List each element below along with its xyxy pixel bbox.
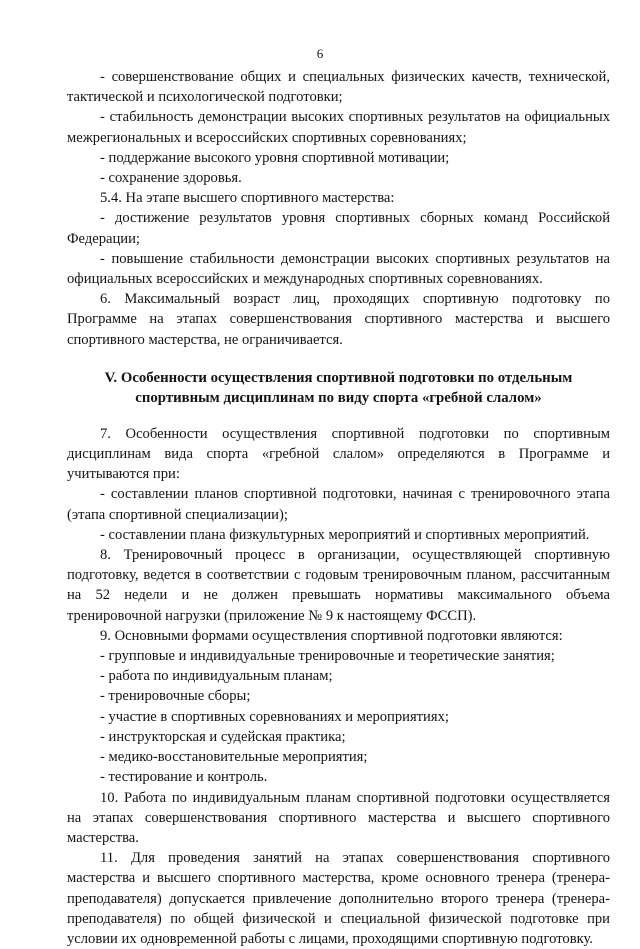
paragraph: - групповые и индивидуальные тренировочные и теоретические занятия; [100, 648, 555, 665]
paragraph: 6. Максимальный возраст лиц, проходящих спортивную подготовку по Программе на этапах совершенствования спортивного мастерства и высшего спортивного мастерства, не ограничивается. [67, 291, 610, 348]
paragraph: - достижение результатов уровня спортивных сборных команд Российской Федерации; [67, 210, 610, 247]
paragraph: - сохранение здоровья. [100, 170, 242, 187]
paragraph: - работа по индивидуальным планам; [100, 668, 333, 685]
paragraph: - медико-восстановительные мероприятия; [100, 749, 368, 766]
paragraph: - тренировочные сборы; [100, 688, 251, 705]
paragraph: 8. Тренировочный процесс в организации, осуществляющей спортивную подготовку, ведется в соответствии с годовым тренировочным планом, рассчитанным на 52 недели и не должен превышать нормативы максимального объема тренировочной нагрузки (приложение № 9 к настоящему ФССП). [67, 547, 610, 624]
paragraph: - составлении планов спортивной подготовки, начиная с тренировочного этапа (этапа спортивной специализации); [67, 486, 610, 523]
paragraph: - тестирование и контроль. [100, 769, 268, 786]
paragraph: - стабильность демонстрации высоких спортивных результатов на официальных межрегиональных и всероссийских спортивных соревнованиях; [67, 109, 610, 146]
paragraph: - поддержание высокого уровня спортивной мотивации; [100, 149, 450, 166]
paragraph: 11. Для проведения занятий на этапах совершенствования спортивного мастерства и высшего спортивного мастерства, кроме основного тренера (тренера-преподавателя) допускается привлечение дополнительно второго тренера (тренера-преподавателя) по общей физической и специальной физической подготовке при условии их одновременной работы с лицами, проходящими спортивную подготовку. [67, 850, 610, 947]
section-heading: V. Особенности осуществления спортивной подготовки по отдельным спортивным дисциплинам по виду спорта «гребной слалом» [104, 369, 573, 406]
page-number: 6 [316, 46, 324, 61]
paragraph: 9. Основными формами осуществления спортивной подготовки являются: [100, 627, 563, 644]
document-body [67, 67, 610, 949]
paragraph: 5.4. На этапе высшего спортивного мастерства: [100, 190, 395, 207]
paragraph: 7. Особенности осуществления спортивной подготовки по спортивным дисциплинам вида спорта «гребной слалом» определяются в Программе и учитываются при: [67, 425, 610, 483]
paragraph: 10. Работа по индивидуальным планам спортивной подготовки осуществляется на этапах совершенствования спортивного мастерства и высшего спортивного мастерства. [67, 789, 610, 846]
paragraph: - совершенствование общих и специальных физических качеств, технической, тактической и психологической подготовки; [67, 69, 610, 106]
paragraph: - повышение стабильности демонстрации высоких спортивных результатов на официальных всероссийских и международных спортивных соревнованиях. [67, 250, 610, 288]
paragraph: - составлении плана физкультурных мероприятий и спортивных мероприятий. [100, 526, 590, 543]
paragraph: - инструкторская и судейская практика; [100, 728, 346, 745]
paragraph: - участие в спортивных соревнованиях и мероприятиях; [100, 708, 449, 725]
